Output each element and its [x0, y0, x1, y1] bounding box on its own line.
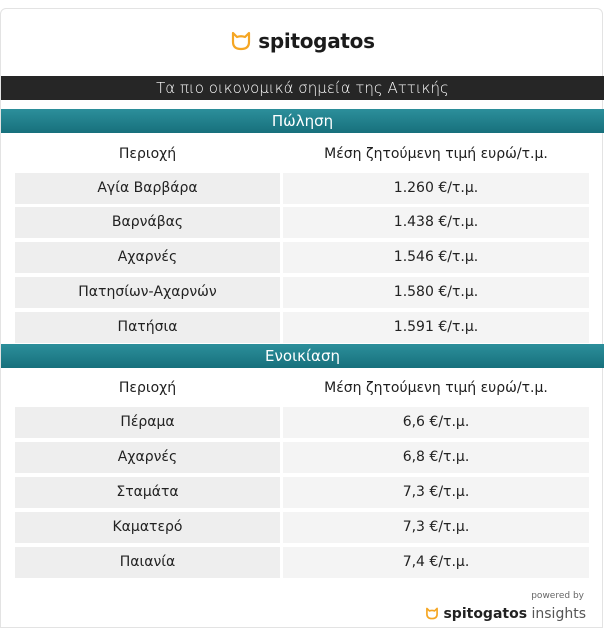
footer-suffix: insights	[531, 606, 586, 622]
powered-by-label: powered by	[531, 591, 584, 601]
table-row	[15, 547, 589, 578]
cell-area: Αγία Βαρβάρα	[15, 173, 280, 204]
footer-brand: spitogatos	[443, 606, 528, 622]
cell-price: 1.260 €/τ.μ.	[283, 173, 589, 204]
infographic-card	[0, 8, 603, 628]
cell-area: Αχαρνές	[15, 442, 280, 473]
cell-area: Βαρνάβας	[15, 207, 280, 238]
table-row	[15, 512, 589, 543]
cell-area: Πατήσια	[15, 312, 280, 343]
table-row	[15, 407, 589, 438]
cell-price: 6,8 €/τ.μ.	[283, 442, 589, 473]
cell-area: Παιανία	[15, 547, 280, 578]
table-row	[15, 207, 589, 238]
cell-price: 1.591 €/τ.μ.	[283, 312, 589, 343]
table-header	[15, 373, 589, 403]
column-header-area: Περιοχή	[118, 146, 177, 162]
cat-icon	[425, 607, 439, 620]
table-header	[15, 139, 589, 169]
column-header-price: Μέση ζητούμενη τιμή ευρώ/τ.μ.	[324, 380, 548, 396]
cell-area: Αχαρνές	[15, 242, 280, 273]
cell-area: Πατησίων-Αχαρνών	[15, 277, 280, 308]
column-header-price: Μέση ζητούμενη τιμή ευρώ/τ.μ.	[324, 146, 548, 162]
table-row	[15, 442, 589, 473]
cell-price: 7,3 €/τ.μ.	[283, 477, 589, 508]
table-row	[15, 312, 589, 343]
cell-price: 7,4 €/τ.μ.	[283, 547, 589, 578]
table-row	[15, 277, 589, 308]
cat-icon	[230, 31, 252, 51]
cell-price: 1.438 €/τ.μ.	[283, 207, 589, 238]
table-row	[15, 242, 589, 273]
section-sale-header: Πώληση	[1, 109, 604, 133]
cell-price: 1.580 €/τ.μ.	[283, 277, 589, 308]
page-title: Τα πιο οικονομικά σημεία της Αττικής	[1, 76, 604, 100]
cell-area: Σταμάτα	[15, 477, 280, 508]
table-row	[15, 173, 589, 204]
cell-price: 7,3 €/τ.μ.	[283, 512, 589, 543]
cell-area: Πέραμα	[15, 407, 280, 438]
column-header-area: Περιοχή	[118, 380, 177, 396]
footer-logo	[425, 606, 586, 622]
section-rent-header: Ενοικίαση	[1, 344, 604, 368]
brand-logo	[1, 29, 604, 53]
table-row	[15, 477, 589, 508]
cell-price: 6,6 €/τ.μ.	[283, 407, 589, 438]
brand-name: spitogatos	[258, 29, 375, 53]
cell-price: 1.546 €/τ.μ.	[283, 242, 589, 273]
cell-area: Καματερό	[15, 512, 280, 543]
